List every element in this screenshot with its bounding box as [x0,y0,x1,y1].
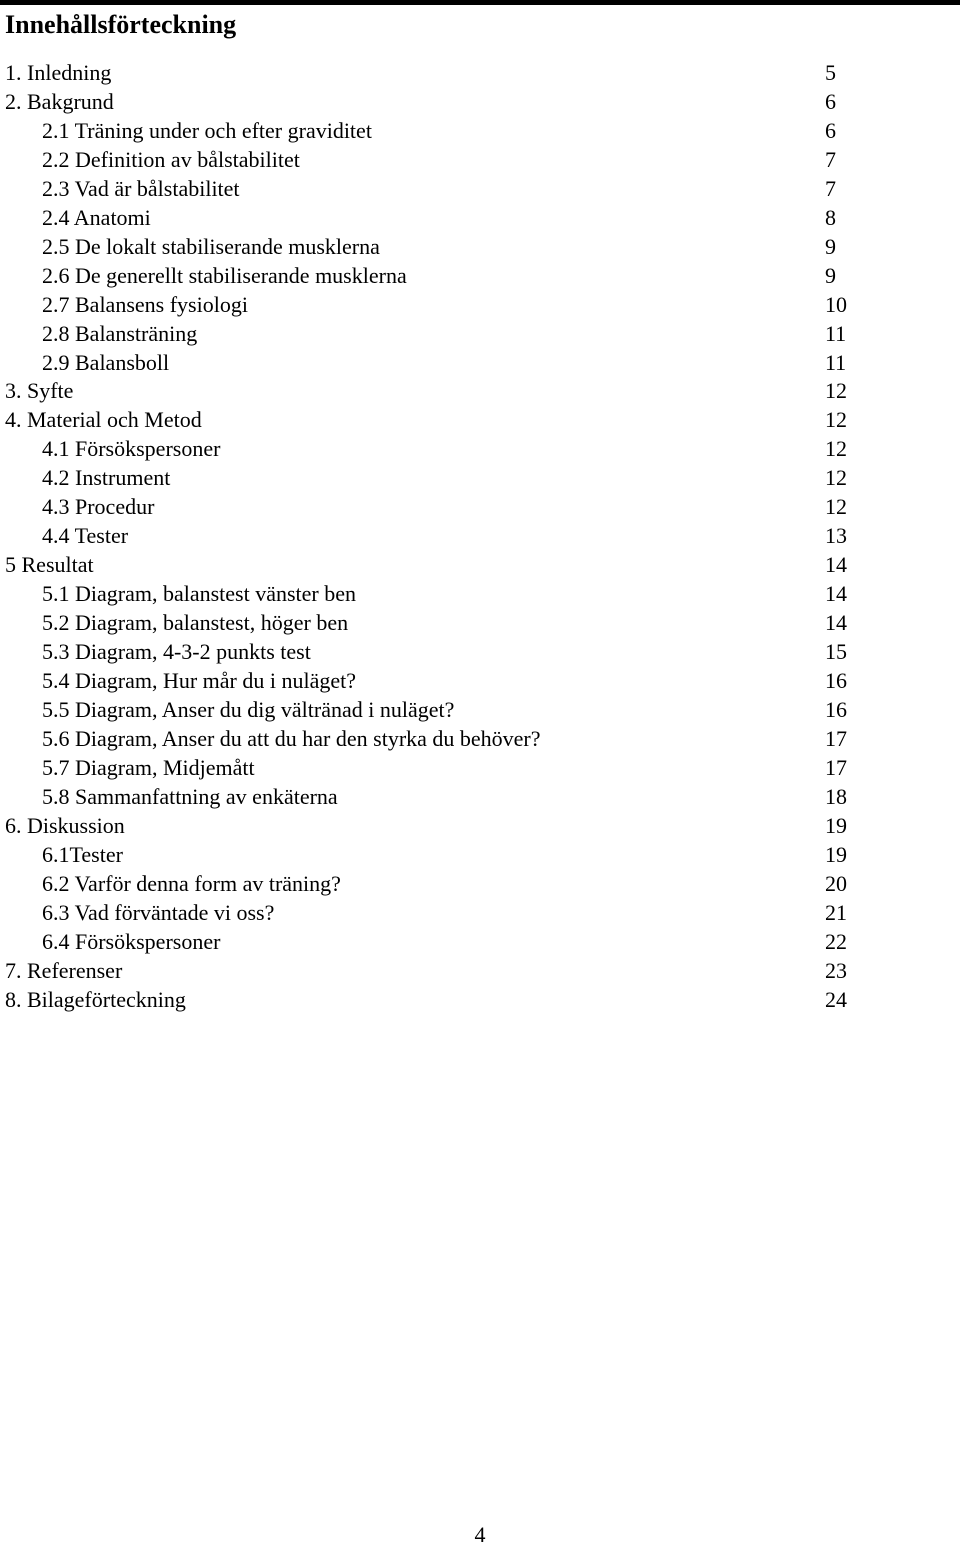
toc-entry-label: 4.1 Försökspersoner [42,436,221,462]
toc-entry-label: 4.4 Tester [42,523,129,549]
page-number: 4 [474,1522,486,1547]
toc-entry-page: 5 [825,60,836,85]
toc-entry-label: 5.8 Sammanfattning av enkäterna [42,783,338,809]
toc-entry-page: 12 [825,407,847,433]
toc-entry-page: 12 [825,378,847,404]
toc-entry-label: 2.1 Träning under och efter graviditet [42,117,372,143]
toc-entry-label: 2.6 De generellt stabiliserande musklerna [42,262,407,288]
toc-entry-page: 24 [825,986,847,1012]
toc-entry-page: 15 [825,639,847,665]
toc-entry [0,667,960,696]
toc-entry-page: 11 [825,320,847,346]
toc-entry-page: 10 [825,291,847,317]
toc-entry [0,928,960,957]
toc-entry [0,291,960,320]
toc-entry-page: 12 [825,494,847,520]
toc-entry-page: 21 [825,899,847,925]
toc-entry-label: 6.2 Varför denna form av träning? [42,870,341,896]
toc-entry-label: 5.5 Diagram, Anser du dig vältränad i nuläget? [42,696,455,722]
toc-entry-label: 6.4 Försökspersoner [42,928,221,954]
toc-entry-label: 2.5 De lokalt stabiliserande musklerna [42,233,380,259]
toc-entry [0,986,960,1015]
toc-entry-label: 5.1 Diagram, balanstest vänster ben [42,581,357,607]
toc-entry-label: 6. Diskussion [5,812,125,838]
toc-entry [0,204,960,233]
toc-entry [0,175,960,204]
toc-entry [0,696,960,725]
toc-entry-label: 5 Resultat [5,552,94,578]
toc-entry-page: 19 [825,841,847,867]
toc-entry-page: 23 [825,957,847,983]
toc-entry [0,406,960,435]
toc-entry [0,320,960,349]
toc-entry [0,870,960,899]
toc-entry [0,638,960,667]
toc-entry-label: 4. Material och Metod [5,407,202,433]
toc-entry [0,493,960,522]
toc-entry-page: 16 [825,668,847,694]
toc-entry [0,233,960,262]
toc-entry-page: 7 [825,175,836,201]
toc-entry [0,349,960,378]
table-of-contents [0,59,960,1014]
toc-entry-page: 16 [825,696,847,722]
toc-entry-page: 12 [825,465,847,491]
toc-entry [0,841,960,870]
toc-entry-label: 4.2 Instrument [42,465,171,491]
toc-entry [0,522,960,551]
toc-entry-label: 6.3 Vad förväntade vi oss? [42,899,275,925]
toc-entry-page: 8 [825,204,836,230]
toc-entry [0,783,960,812]
toc-entry-page: 17 [825,754,847,780]
toc-entry-label: 5.4 Diagram, Hur mår du i nuläget? [42,668,357,694]
toc-entry-page: 14 [825,610,847,636]
toc-entry-page: 6 [825,117,836,143]
toc-entry [0,725,960,754]
toc-entry-page: 14 [825,552,847,578]
toc-entry-label: 4.3 Procedur [42,494,155,520]
toc-entry [0,609,960,638]
toc-entry-page: 20 [825,870,847,896]
toc-title: Innehållsförteckning [5,10,237,39]
toc-entry-page: 9 [825,233,836,259]
toc-entry-label: 5.6 Diagram, Anser du att du har den styrka du behöver? [42,725,541,751]
toc-entry-label: 6.1Tester [42,841,123,867]
toc-entry [0,899,960,928]
toc-entry [0,812,960,841]
toc-entry-page: 7 [825,146,836,172]
toc-entry-label: 3. Syfte [5,378,74,404]
toc-entry-label: 2.8 Balansträning [42,320,198,346]
toc-entry-label: 5.2 Diagram, balanstest, höger ben [42,610,349,636]
toc-entry [0,117,960,146]
toc-entry-label: 2.4 Anatomi [42,204,151,230]
toc-entry [0,435,960,464]
toc-entry-page: 14 [825,581,847,607]
toc-entry [0,262,960,291]
toc-entry [0,377,960,406]
toc-entry-page: 12 [825,436,847,462]
toc-entry [0,580,960,609]
toc-entry-label: 1. Inledning [5,60,112,85]
toc-entry-label: 2.3 Vad är bålstabilitet [42,175,240,201]
toc-entry-page: 13 [825,523,847,549]
toc-entry-label: 7. Referenser [5,957,123,983]
toc-entry-label: 8. Bilageförteckning [5,986,186,1012]
toc-entry-page: 6 [825,88,836,114]
toc-entry-label: 2. Bakgrund [5,88,114,114]
toc-entry-page: 9 [825,262,836,288]
top-rule [0,0,960,5]
toc-entry [0,957,960,986]
toc-entry-label: 5.3 Diagram, 4-3-2 punkts test [42,639,311,665]
toc-entry [0,464,960,493]
toc-entry-label: 2.2 Definition av bålstabilitet [42,146,300,172]
toc-entry-page: 22 [825,928,847,954]
toc-entry-page: 19 [825,812,847,838]
toc-entry-label: 5.7 Diagram, Midjemått [42,754,255,780]
toc-entry-page: 18 [825,783,847,809]
toc-entry [0,754,960,783]
toc-entry-label: 2.9 Balansboll [42,349,170,375]
toc-entry [0,551,960,580]
toc-entry [0,146,960,175]
toc-entry-label: 2.7 Balansens fysiologi [42,291,248,317]
toc-entry-page: 11 [825,349,847,375]
toc-entry [0,59,960,88]
toc-entry-page: 17 [825,725,847,751]
toc-entry [0,88,960,117]
